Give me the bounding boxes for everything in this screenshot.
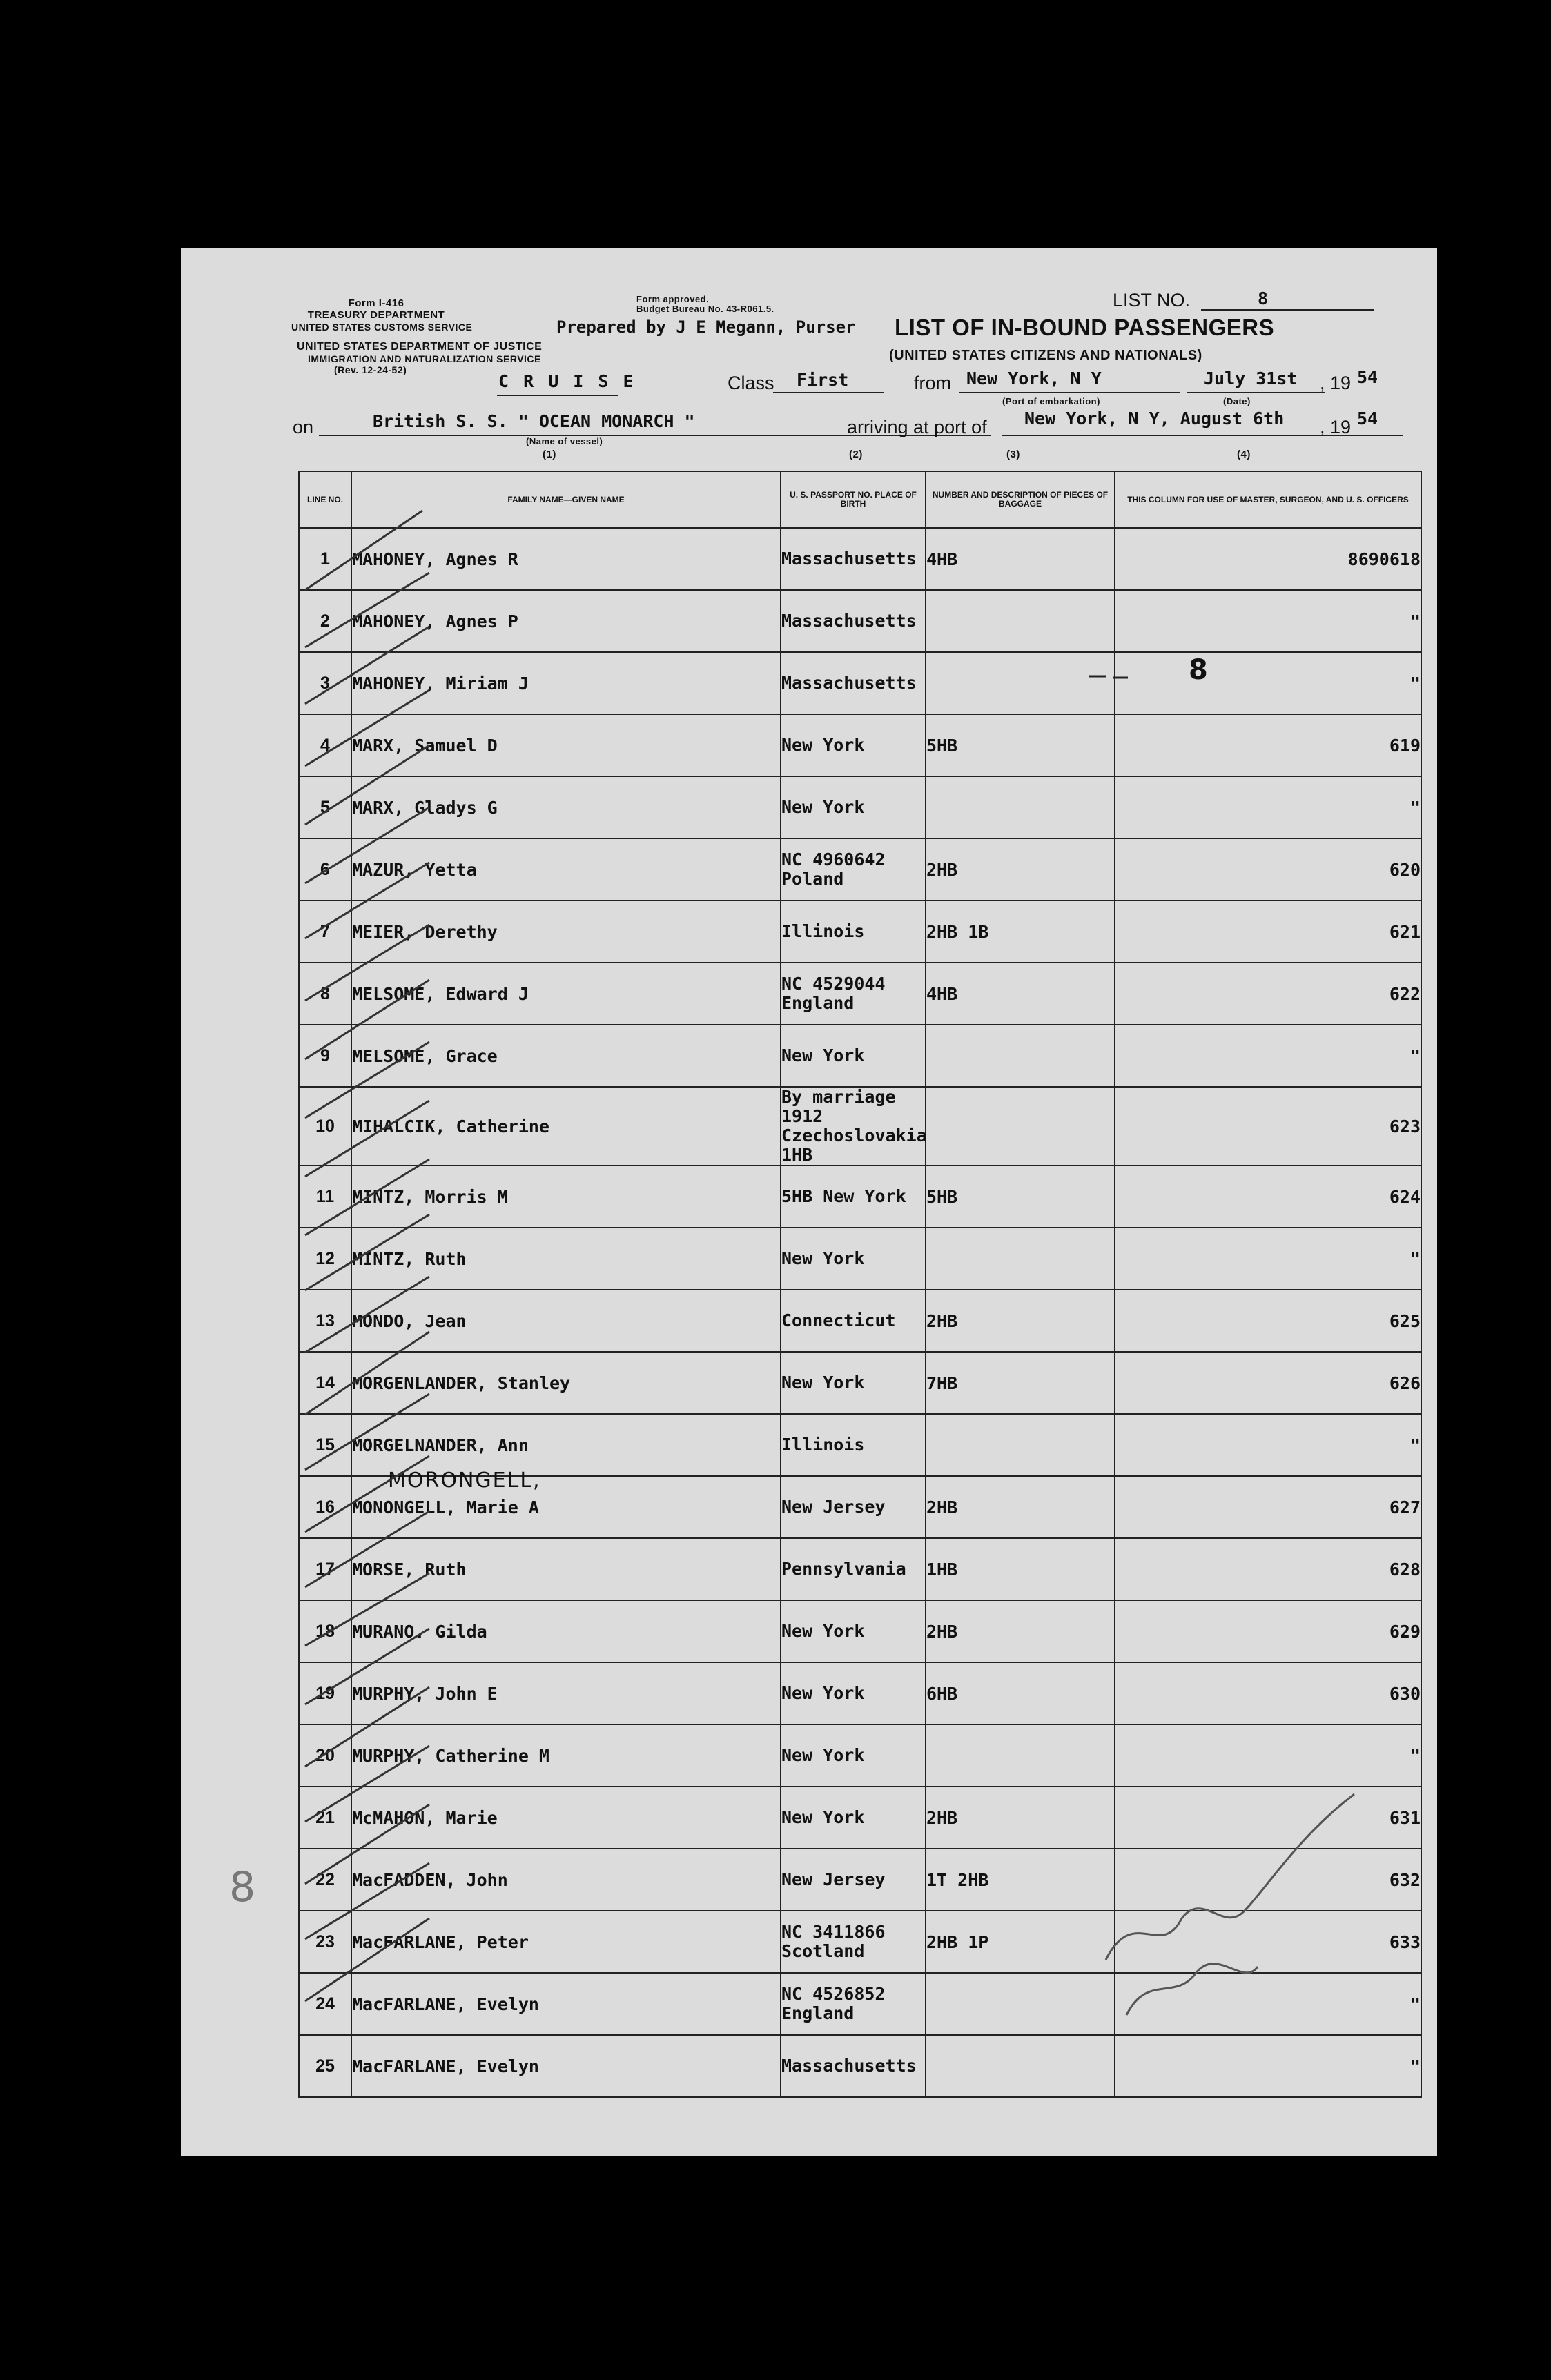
line-number-cell: 1: [299, 528, 351, 590]
line-number-cell: 17: [299, 1538, 351, 1600]
passport-line-1: Massachusetts: [781, 549, 917, 569]
passenger-name-cell: MARX, Gladys G: [351, 776, 781, 838]
officer-column-cell: ": [1115, 2035, 1421, 2097]
treasury-department: TREASURY DEPARTMENT: [307, 309, 445, 321]
dash-mark: [1089, 676, 1128, 678]
on-label: on: [293, 417, 314, 437]
line-number-cell: 3: [299, 652, 351, 714]
header-name: FAMILY NAME—GIVEN NAME: [351, 471, 781, 528]
vessel-name: British S. S. " OCEAN MONARCH ": [373, 411, 695, 431]
passport-line-1: By marriage 1912: [781, 1087, 896, 1126]
passport-line-2: Czechoslovakia 1HB: [781, 1125, 927, 1165]
line-number-cell: 14: [299, 1352, 351, 1414]
line-number-cell: 16: [299, 1476, 351, 1538]
passport-line-1: Connecticut: [781, 1310, 896, 1330]
signature-flourish: [1126, 1964, 1258, 2015]
line-number-cell: 7: [299, 901, 351, 963]
year-value: 54: [1357, 367, 1378, 387]
officer-column-cell: 619: [1115, 714, 1421, 776]
officer-column-cell: 625: [1115, 1290, 1421, 1352]
line-number-cell: 5: [299, 776, 351, 838]
line-number-cell: 20: [299, 1724, 351, 1787]
form-subtitle: (UNITED STATES CITIZENS AND NATIONALS): [889, 348, 1202, 363]
arrival-port-date: New York, N Y, August 6th: [1024, 409, 1285, 429]
passport-line-2: Poland: [781, 869, 844, 889]
passenger-name-cell: MONONGELL, Marie A: [351, 1476, 781, 1538]
passport-line-1: New York: [781, 1683, 865, 1703]
baggage-cell: 5HB: [926, 1166, 1115, 1228]
line-number-cell: 23: [299, 1911, 351, 1973]
passport-line-1: Massachusetts: [781, 611, 917, 631]
baggage-cell: 2HB: [926, 1600, 1115, 1662]
passenger-name-cell: MAHONEY, Miriam J: [351, 652, 781, 714]
passport-line-1: New York: [781, 1745, 865, 1765]
passport-line-1: New York: [781, 735, 865, 755]
officer-column-cell: ": [1115, 776, 1421, 838]
passport-line-2: England: [781, 2003, 855, 2023]
line-number-cell: 6: [299, 838, 351, 901]
passport-line-1: Massachusetts: [781, 673, 917, 693]
passport-line-1: New York: [781, 1807, 865, 1827]
passport-line-1: Illinois: [781, 1435, 865, 1455]
margin-mark: 8: [229, 1863, 256, 1911]
form-approved: Form approved.: [636, 294, 710, 304]
arriving-label: arriving at port of: [847, 417, 987, 437]
baggage-cell: 1T 2HB: [926, 1849, 1115, 1911]
passenger-name-cell: MINTZ, Morris M: [351, 1166, 781, 1228]
officer-column-cell: ": [1115, 1228, 1421, 1290]
passenger-name-cell: McMAHON, Marie: [351, 1787, 781, 1849]
passenger-name-cell: MAHONEY, Agnes R: [351, 528, 781, 590]
list-number-value: 8: [1258, 288, 1269, 308]
passport-line-1: 5HB New York: [781, 1186, 906, 1206]
arrival-year: 54: [1357, 409, 1378, 429]
officer-column-cell: 624: [1115, 1166, 1421, 1228]
officer-column-cell: 626: [1115, 1352, 1421, 1414]
handwritten-mark: 8: [1189, 654, 1208, 686]
passenger-name-cell: MAZUR, Yetta: [351, 838, 781, 901]
officer-column-cell: 629: [1115, 1600, 1421, 1662]
baggage-cell: 2HB: [926, 1476, 1115, 1538]
officer-column-cell: 630: [1115, 1662, 1421, 1724]
from-label: from: [914, 373, 951, 393]
passenger-name-cell: MARX, Samuel D: [351, 714, 781, 776]
officer-column-cell: 628: [1115, 1538, 1421, 1600]
column-number-3: (3): [1006, 449, 1020, 460]
header-officers: THIS COLUMN FOR USE OF MASTER, SURGEON, AND U. S. OFFICERS: [1115, 471, 1421, 528]
passport-line-2: Scotland: [781, 1941, 865, 1961]
passenger-name-cell: MELSOME, Grace: [351, 1025, 781, 1087]
vessel-caption: (Name of vessel): [526, 436, 603, 446]
line-number-cell: 13: [299, 1290, 351, 1352]
officer-column-cell: ": [1115, 1414, 1421, 1476]
embarkation-port: New York, N Y: [966, 368, 1102, 389]
baggage-cell: 4HB: [926, 528, 1115, 590]
officer-column-cell: ": [1115, 1025, 1421, 1087]
arrival-year-prefix: , 19: [1320, 417, 1352, 437]
passport-line-1: New Jersey: [781, 1869, 886, 1889]
passenger-name-cell: MAHONEY, Agnes P: [351, 590, 781, 652]
class-value: First: [797, 370, 849, 390]
passenger-name-cell: MURPHY, John E: [351, 1662, 781, 1724]
passenger-name-cell: MORGELNANDER, Ann: [351, 1414, 781, 1476]
baggage-cell: 2HB: [926, 1787, 1115, 1849]
passport-line-1: New York: [781, 1248, 865, 1268]
passport-line-1: NC 3411866: [781, 1922, 886, 1942]
officer-column-cell: 631: [1115, 1787, 1421, 1849]
form-number: Form I-416: [348, 297, 404, 309]
baggage-cell: 2HB: [926, 838, 1115, 901]
officer-column-cell: 633: [1115, 1911, 1421, 1973]
header-line-no: LINE NO.: [299, 471, 351, 528]
line-number-cell: 18: [299, 1600, 351, 1662]
passenger-name-cell: MacFARLANE, Evelyn: [351, 1973, 781, 2035]
baggage-cell: 2HB 1B: [926, 901, 1115, 963]
immigration-service: IMMIGRATION AND NATURALIZATION SERVICE: [308, 353, 541, 364]
line-number-cell: 9: [299, 1025, 351, 1087]
header-baggage: NUMBER AND DESCRIPTION OF PIECES OF BAGGAGE: [926, 471, 1115, 528]
line-number-cell: 10: [299, 1087, 351, 1166]
column-number-2: (2): [849, 449, 863, 460]
passport-line-1: NC 4960642: [781, 849, 886, 869]
date-caption: (Date): [1223, 396, 1251, 406]
passport-line-1: New York: [781, 797, 865, 817]
line-number-cell: 8: [299, 963, 351, 1025]
line-number-cell: 2: [299, 590, 351, 652]
baggage-cell: 7HB: [926, 1352, 1115, 1414]
officer-column-cell: 622: [1115, 963, 1421, 1025]
officer-column-cell: 8690618: [1115, 528, 1421, 590]
passport-line-1: Massachusetts: [781, 2056, 917, 2076]
line-number-cell: 11: [299, 1166, 351, 1228]
customs-service: UNITED STATES CUSTOMS SERVICE: [291, 322, 473, 333]
revision-date: (Rev. 12-24-52): [334, 364, 407, 375]
header-passport: U. S. PASSPORT NO. PLACE OF BIRTH: [781, 471, 926, 528]
official-signature: [1106, 1794, 1354, 1960]
handwritten-correction: MORONGELL,: [388, 1468, 541, 1493]
passport-line-1: New York: [781, 1045, 865, 1065]
officer-column-cell: 623: [1115, 1087, 1421, 1166]
line-number-cell: 21: [299, 1787, 351, 1849]
officer-column-cell: ": [1115, 652, 1421, 714]
passport-line-1: New York: [781, 1373, 865, 1393]
port-caption: (Port of embarkation): [1002, 396, 1100, 406]
line-number-cell: 15: [299, 1414, 351, 1476]
passenger-name-cell: MORSE, Ruth: [351, 1538, 781, 1600]
list-number-label: LIST NO.: [1113, 290, 1191, 311]
passport-line-2: England: [781, 993, 855, 1013]
cruise-label: C R U I S E: [498, 371, 636, 391]
passport-line-1: Pennsylvania: [781, 1559, 906, 1579]
line-number-cell: 19: [299, 1662, 351, 1724]
passenger-name-cell: MEIER, Derethy: [351, 901, 781, 963]
handwriting-overlay: [181, 248, 1437, 2156]
passenger-name-cell: MacFADDEN, John: [351, 1849, 781, 1911]
baggage-cell: 2HB 1P: [926, 1911, 1115, 1973]
officer-column-cell: 620: [1115, 838, 1421, 901]
officer-column-cell: ": [1115, 1724, 1421, 1787]
passenger-manifest-page: [181, 248, 1437, 2156]
baggage-cell: 2HB: [926, 1290, 1115, 1352]
line-number-cell: 12: [299, 1228, 351, 1290]
line-number-cell: 22: [299, 1849, 351, 1911]
department-of-justice: UNITED STATES DEPARTMENT OF JUSTICE: [297, 341, 543, 353]
passport-line-1: NC 4526852: [781, 1984, 886, 2004]
column-number-1: (1): [543, 449, 556, 460]
passport-line-1: New Jersey: [781, 1497, 886, 1517]
passenger-name-cell: MURANO. Gilda: [351, 1600, 781, 1662]
officer-column-cell: ": [1115, 590, 1421, 652]
budget-bureau-number: Budget Bureau No. 43-R061.5.: [636, 304, 774, 314]
passenger-name-cell: MONDO, Jean: [351, 1290, 781, 1352]
line-number-cell: 25: [299, 2035, 351, 2097]
officer-column-cell: 632: [1115, 1849, 1421, 1911]
baggage-cell: 5HB: [926, 714, 1115, 776]
year-prefix: , 19: [1320, 373, 1352, 393]
embarkation-date: July 31st: [1204, 368, 1298, 389]
officer-column-cell: 621: [1115, 901, 1421, 963]
officer-column-cell: ": [1115, 1973, 1421, 2035]
passenger-name-cell: MIHALCIK, Catherine: [351, 1087, 781, 1166]
officer-column-cell: 627: [1115, 1476, 1421, 1538]
passenger-name-cell: MURPHY, Catherine M: [351, 1724, 781, 1787]
passport-line-1: New York: [781, 1621, 865, 1641]
baggage-cell: 1HB: [926, 1538, 1115, 1600]
column-number-4: (4): [1237, 449, 1251, 460]
check-marks: [305, 511, 429, 2001]
passenger-name-cell: MacFARLANE, Peter: [351, 1911, 781, 1973]
baggage-cell: 6HB: [926, 1662, 1115, 1724]
passenger-name-cell: MORGENLANDER, Stanley: [351, 1352, 781, 1414]
line-number-cell: 24: [299, 1973, 351, 2035]
prepared-by: Prepared by J E Megann, Purser: [556, 317, 856, 337]
passenger-name-cell: MINTZ, Ruth: [351, 1228, 781, 1290]
passenger-name-cell: MELSOME, Edward J: [351, 963, 781, 1025]
passport-line-1: NC 4529044: [781, 974, 886, 994]
passenger-name-cell: MacFARLANE, Evelyn: [351, 2035, 781, 2097]
baggage-cell: 4HB: [926, 963, 1115, 1025]
passport-line-1: Illinois: [781, 921, 865, 941]
line-number-cell: 4: [299, 714, 351, 776]
class-label: Class: [728, 373, 774, 393]
form-title: LIST OF IN-BOUND PASSENGERS: [895, 315, 1275, 340]
